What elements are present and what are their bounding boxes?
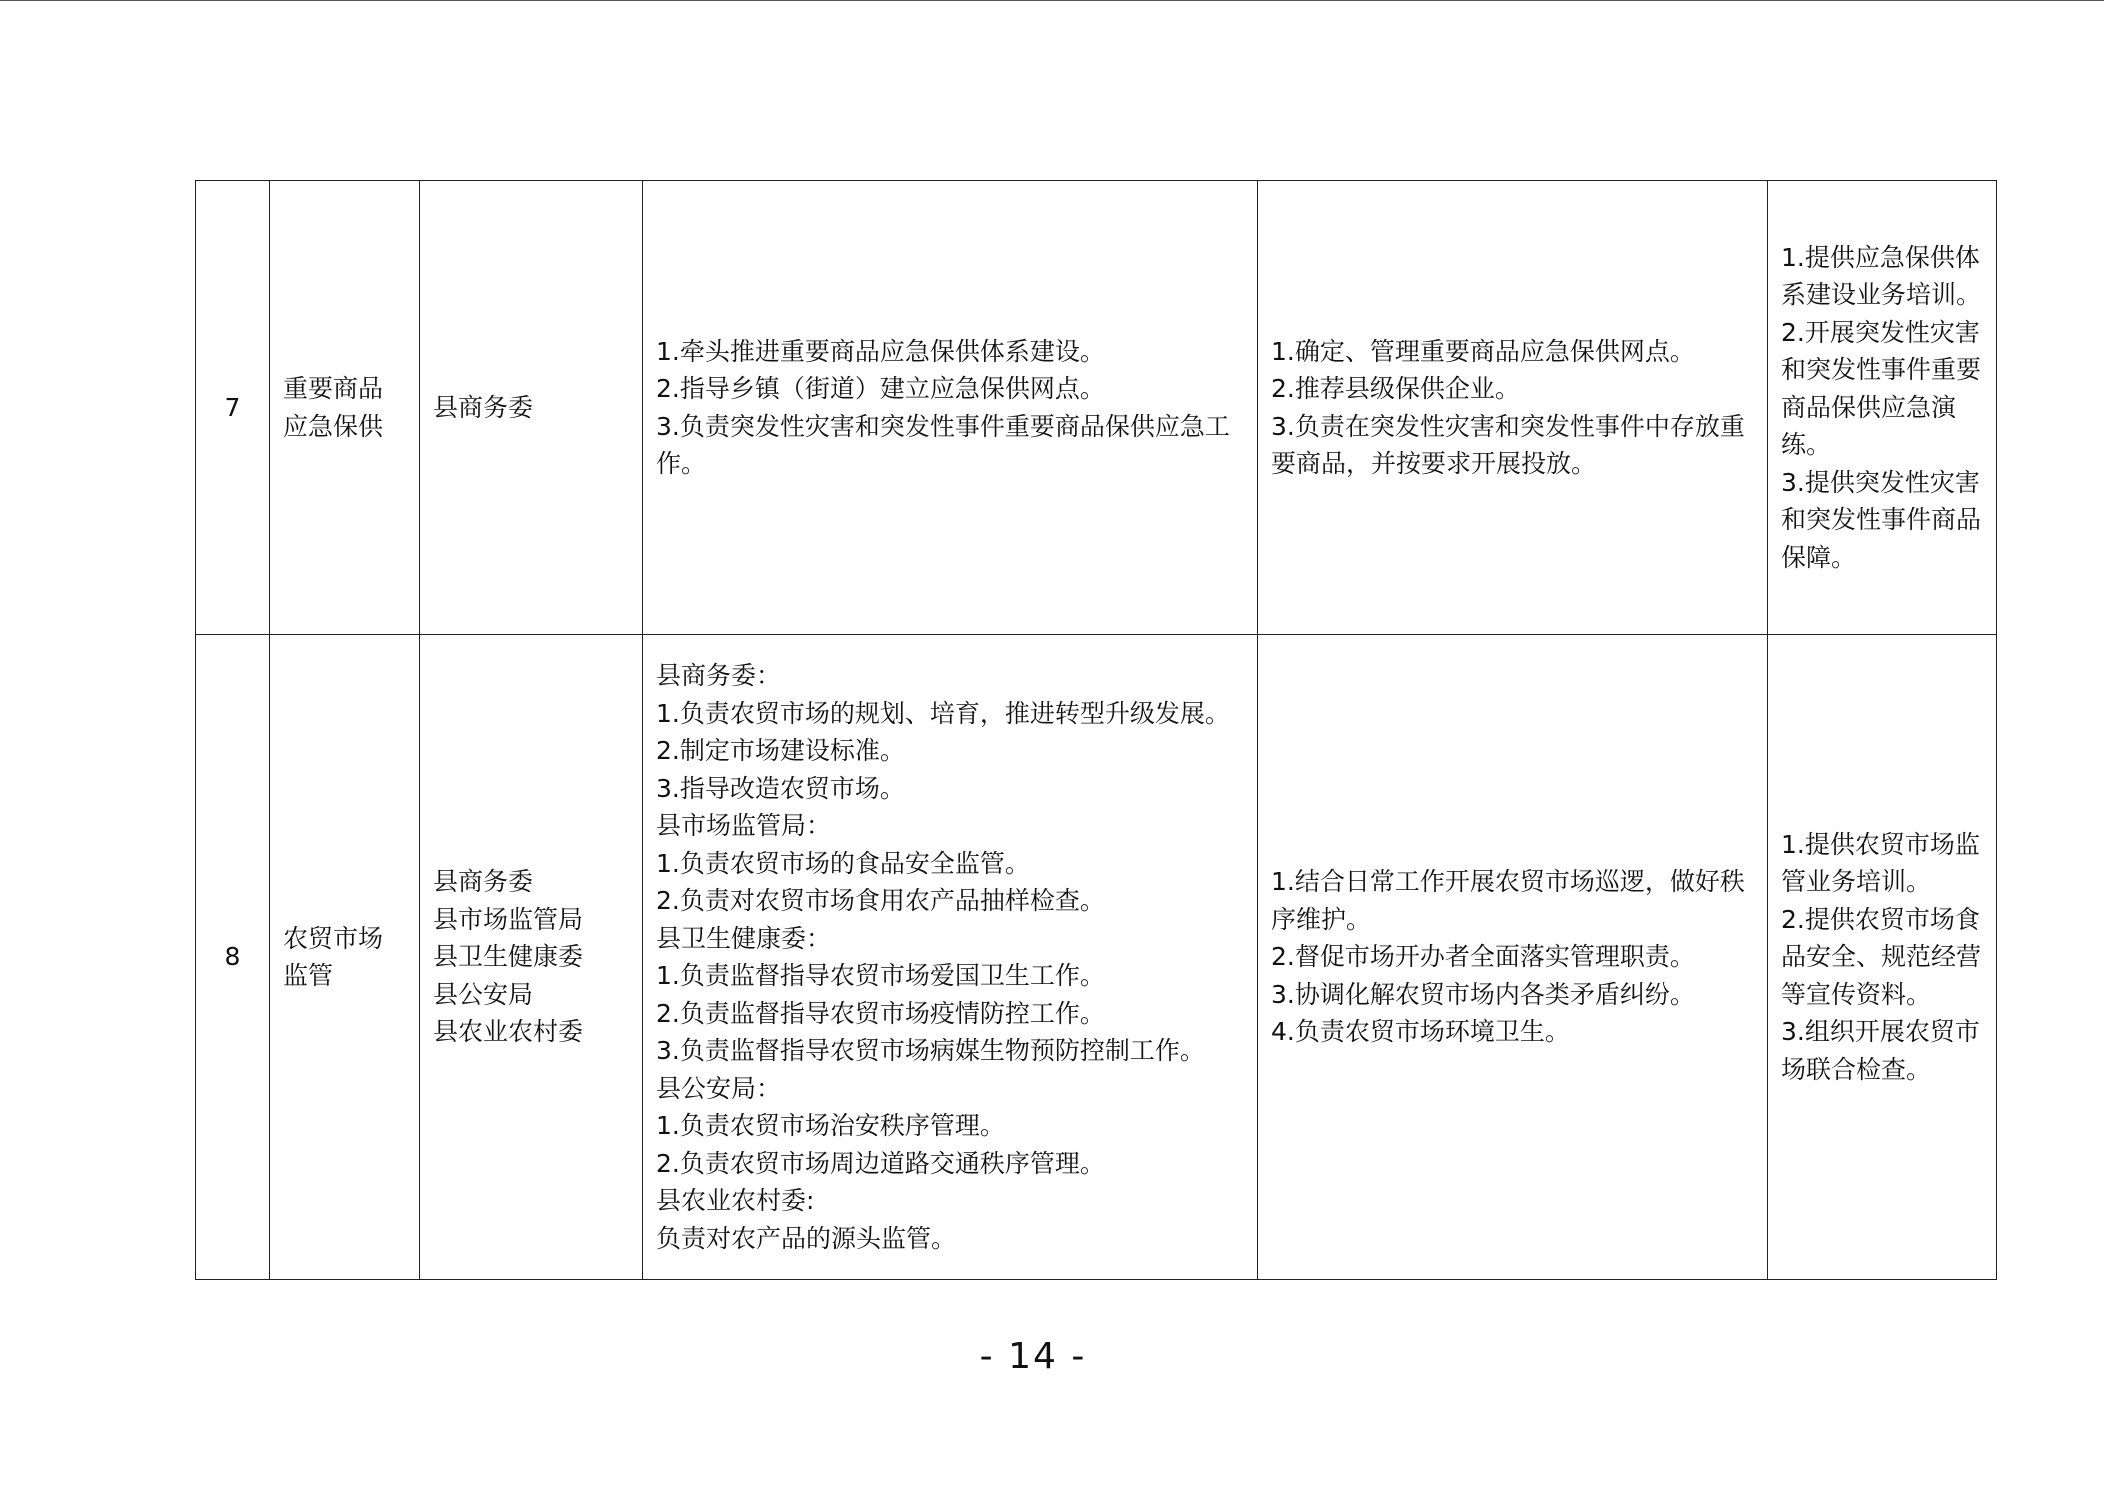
township-task-cell xyxy=(1258,181,1768,635)
responsibility-line: 1.负责监督指导农贸市场爱国卫生工作。 xyxy=(656,961,1105,990)
responsibility-line: 2.负责监督指导农贸市场疫情防控工作。 xyxy=(656,998,1105,1028)
township-task-line: 1.确定、管理重要商品应急保供网点。 xyxy=(1271,336,1695,366)
department-name: 县市场监管局 xyxy=(433,904,584,934)
support-line: 2.开展突发性灾害和突发性事件重要商品保供应急演练。 xyxy=(1781,317,1982,460)
duty-table xyxy=(195,180,1997,1280)
township-task-line: 2.督促市场开办者全面落实管理职责。 xyxy=(1271,942,1695,972)
support-line: 1.提供应急保供体系建设业务培训。 xyxy=(1781,242,1982,310)
item-name-line: 应急保供 xyxy=(283,411,384,441)
township-task-cell xyxy=(1258,635,1768,1280)
responsibility-line: 县卫生健康委： xyxy=(656,923,832,953)
row-number: 8 xyxy=(196,635,270,1280)
township-task-line: 2.推荐县级保供企业。 xyxy=(1271,374,1520,403)
support-line: 3.组织开展农贸市场联合检查。 xyxy=(1781,1017,1980,1084)
support-line: 1.提供农贸市场监管业务培训。 xyxy=(1781,829,1980,897)
item-name-line: 农贸市场 xyxy=(283,923,384,953)
township-task-line: 1.结合日常工作开展农贸市场巡逻，做好秩序维护。 xyxy=(1271,867,1745,934)
responsibility-cell xyxy=(643,635,1258,1280)
responsibility-line: 2.负责农贸市场周边道路交通秩序管理。 xyxy=(656,1148,1105,1178)
responsibility-line: 1.负责农贸市场治安秩序管理。 xyxy=(656,1111,1005,1140)
department-cell xyxy=(420,635,643,1280)
responsibility-line: 县商务委： xyxy=(656,661,782,690)
responsibility-line: 县市场监管局： xyxy=(656,811,832,840)
department-name: 县商务委 xyxy=(433,867,534,897)
responsibility-line: 1.负责农贸市场的食品安全监管。 xyxy=(656,848,1030,878)
department-cell xyxy=(420,181,643,635)
table-row xyxy=(196,635,1997,1280)
row-number: 7 xyxy=(196,181,270,635)
item-name-line: 监管 xyxy=(283,961,334,990)
responsibility-line: 3.负责突发性灾害和突发性事件重要商品保供应急工作。 xyxy=(656,411,1230,478)
support-cell xyxy=(1768,635,1997,1280)
township-task-line: 3.负责在突发性灾害和突发性事件中存放重要商品，并按要求开展投放。 xyxy=(1271,411,1745,478)
responsibility-cell xyxy=(643,181,1258,635)
responsibility-line: 3.负责监督指导农贸市场病媒生物预防控制工作。 xyxy=(656,1036,1205,1065)
support-line: 3.提供突发性灾害和突发性事件商品保障。 xyxy=(1781,467,1982,572)
department-name: 县农业农村委 xyxy=(433,1017,584,1047)
responsibility-line: 2.指导乡镇（街道）建立应急保供网点。 xyxy=(656,374,1105,403)
responsibility-line: 负责对农产品的源头监管。 xyxy=(656,1223,957,1253)
item-name-line: 重要商品 xyxy=(283,374,384,403)
township-task-line: 4.负责农贸市场环境卫生。 xyxy=(1271,1017,1570,1047)
support-line: 2.提供农贸市场食品安全、规范经营等宣传资料。 xyxy=(1781,904,1982,1009)
item-name-cell xyxy=(270,181,420,635)
responsibility-line: 县农业农村委: xyxy=(656,1186,815,1215)
township-task-line: 3.协调化解农贸市场内各类矛盾纠纷。 xyxy=(1271,979,1695,1009)
top-border-line xyxy=(0,0,2104,1)
responsibility-line: 1.牵头推进重要商品应急保供体系建设。 xyxy=(656,336,1105,366)
responsibility-line: 县公安局： xyxy=(656,1073,782,1103)
department-name: 县公安局 xyxy=(433,979,534,1009)
table-row xyxy=(196,181,1997,635)
department-name: 县卫生健康委 xyxy=(433,942,584,972)
page-number: - 14 - xyxy=(979,1336,1087,1377)
support-cell xyxy=(1768,181,1997,635)
responsibility-line: 2.制定市场建设标准。 xyxy=(656,736,905,765)
responsibility-line: 3.指导改造农贸市场。 xyxy=(656,773,905,803)
department-name: 县商务委 xyxy=(433,392,534,422)
item-name-cell xyxy=(270,635,420,1280)
responsibility-line: 2.负责对农贸市场食用农产品抽样检查。 xyxy=(656,886,1105,915)
responsibility-line: 1.负责农贸市场的规划、培育，推进转型升级发展。 xyxy=(656,698,1230,728)
